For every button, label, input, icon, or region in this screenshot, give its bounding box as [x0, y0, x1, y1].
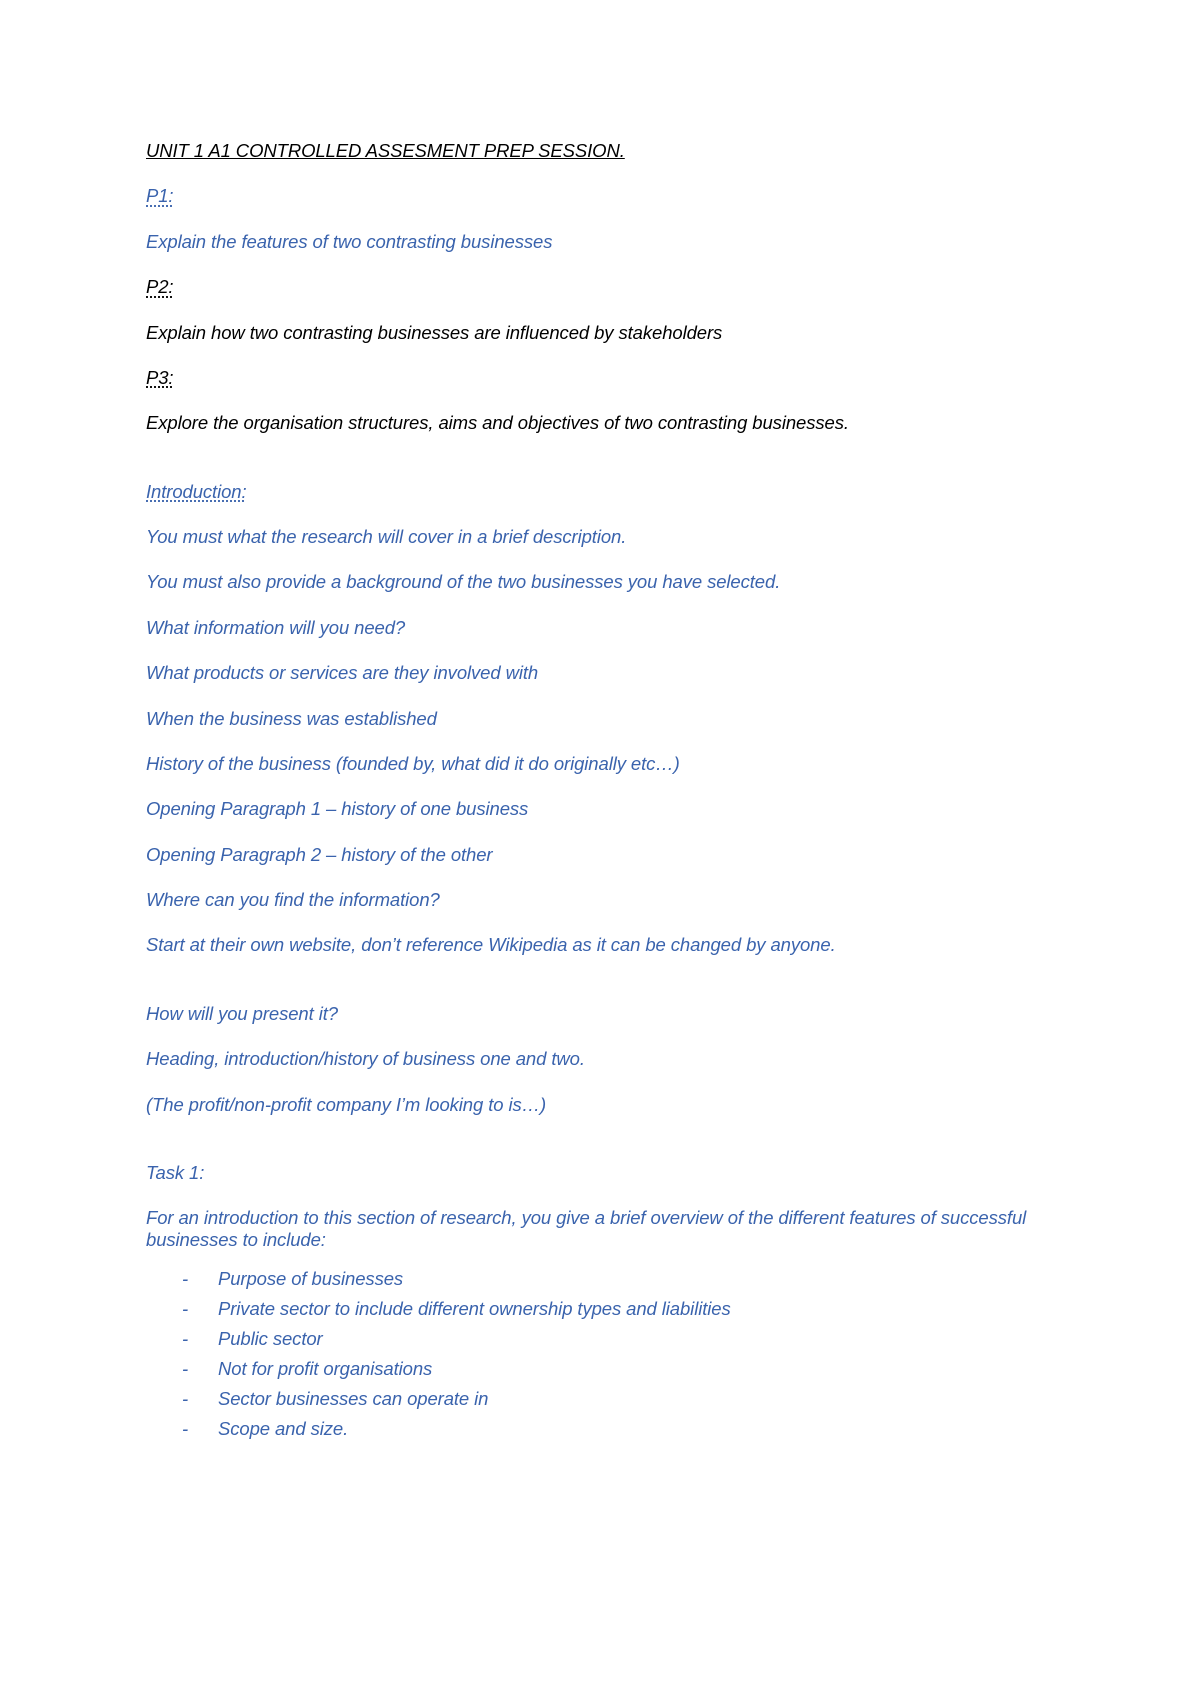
- spacer: [146, 1139, 1086, 1162]
- bullet-dash: -: [182, 1327, 189, 1349]
- bullet-dash: -: [182, 1267, 189, 1289]
- list-item-text: Purpose of businesses: [218, 1267, 404, 1289]
- list-item: [146, 1268, 1086, 1290]
- introduction-line: Where can you find the information?: [146, 889, 440, 910]
- bullet-dash: -: [182, 1357, 189, 1379]
- introduction-line: When the business was established: [146, 707, 437, 729]
- spacer: [146, 458, 1086, 481]
- introduction-line: History of the business (founded by, what did it do originally etc…): [146, 752, 680, 774]
- introduction-line: You must also provide a background of the two businesses you have selected.: [146, 571, 781, 593]
- bullet-dash: -: [182, 1417, 189, 1439]
- list-item: [146, 1298, 1086, 1320]
- criterion-code-p3: P3:: [146, 366, 174, 388]
- spacer: [146, 980, 1086, 1003]
- introduction-line: You must what the research will cover in a brief description.: [146, 526, 627, 547]
- presentation-line: (The profit/non-profit company I’m looking to is…): [146, 1093, 547, 1115]
- criterion-code-p1: P1:: [146, 185, 174, 207]
- introduction-line: Opening Paragraph 2 – history of the other: [146, 843, 493, 865]
- task1-heading: Task 1:: [146, 1161, 205, 1183]
- introduction-line: Start at their own website, don’t reference Wikipedia as it can be changed by anyone.: [146, 934, 836, 956]
- criterion-code-p2: P2:: [146, 276, 174, 298]
- list-item-text: Sector businesses can operate in: [218, 1387, 489, 1409]
- list-item: [146, 1388, 1086, 1410]
- presentation-line: How will you present it?: [146, 1002, 338, 1024]
- task1-bullet-list: [146, 1268, 1086, 1440]
- task1-intro: For an introduction to this section of research, you give a brief overview of the different features of successful businesses to include:: [146, 1207, 1027, 1251]
- bullet-dash: -: [182, 1297, 189, 1319]
- list-item-text: Scope and size.: [218, 1417, 349, 1439]
- presentation-line: Heading, introduction/history of business one and two.: [146, 1048, 585, 1070]
- introduction-line: Opening Paragraph 1 – history of one business: [146, 798, 529, 820]
- list-item-text: Private sector to include different ownership types and liabilities: [218, 1297, 731, 1319]
- criterion-text-p3: Explore the organisation structures, aims and objectives of two contrasting businesses.: [146, 412, 849, 434]
- criterion-text-p2: Explain how two contrasting businesses are influenced by stakeholders: [146, 321, 723, 343]
- document-title: UNIT 1 A1 CONTROLLED ASSESMENT PREP SESSION.: [146, 140, 625, 161]
- introduction-line: What information will you need?: [146, 616, 406, 638]
- introduction-heading: Introduction:: [146, 480, 247, 502]
- list-item: [146, 1358, 1086, 1380]
- list-item-text: Public sector: [218, 1327, 323, 1349]
- introduction-line: What products or services are they involved with: [146, 662, 539, 684]
- bullet-dash: -: [182, 1387, 189, 1409]
- list-item: [146, 1328, 1086, 1350]
- list-item-text: Not for profit organisations: [218, 1357, 433, 1379]
- criterion-text-p1: Explain the features of two contrasting businesses: [146, 230, 553, 252]
- document-page: [146, 140, 1086, 1448]
- list-item: [146, 1418, 1086, 1440]
